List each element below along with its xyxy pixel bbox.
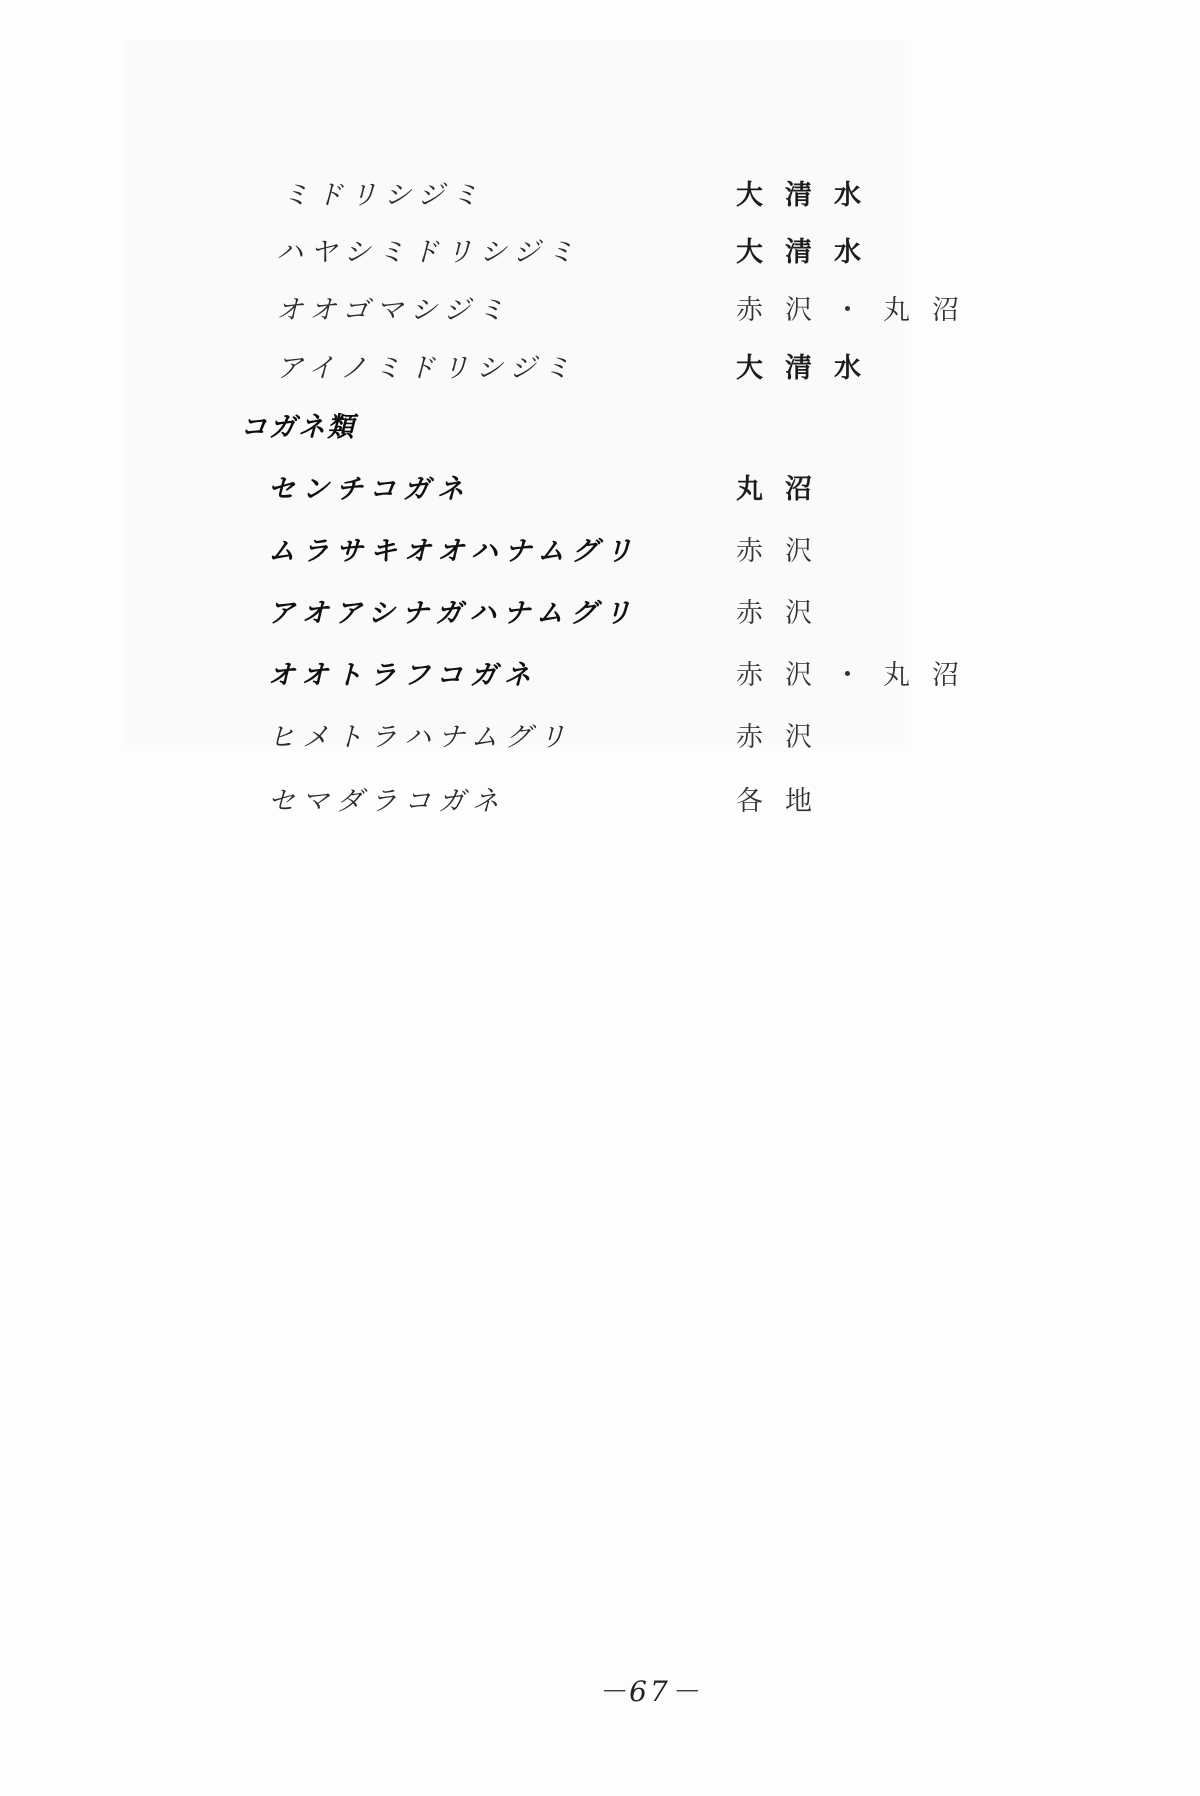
species-name: アイノミドリシジミ [276, 353, 578, 384]
species-name: ハヤシミドリシジミ [276, 237, 582, 268]
location: 赤沢・丸沼 [736, 295, 981, 326]
species-name: ミドリシジミ [282, 180, 486, 211]
location: 丸沼 [736, 474, 834, 505]
list-item [0, 594, 1200, 634]
list-item [0, 470, 1200, 510]
page-number: －67－ [598, 1675, 702, 1708]
species-name: センチコガネ [268, 474, 471, 505]
location: 赤沢・丸沼 [736, 660, 981, 691]
location: 大清水 [736, 180, 883, 211]
species-name: アオアシナガハナムグリ [268, 598, 638, 629]
location: 大清水 [736, 237, 883, 268]
list-item [0, 233, 1200, 273]
species-name: オオゴマシジミ [276, 295, 512, 326]
species-name: オオトラフコガネ [268, 660, 538, 691]
list-item [0, 656, 1200, 696]
species-name: セマダラコガネ [268, 786, 506, 817]
scan-background [125, 40, 905, 745]
list-item [0, 291, 1200, 331]
species-name: ムラサキオオハナムグリ [268, 536, 640, 567]
location: 赤沢 [736, 536, 834, 567]
list-item [0, 782, 1200, 822]
location: 赤沢 [736, 598, 834, 629]
list-item [0, 349, 1200, 389]
list-item [0, 532, 1200, 572]
species-name: ヒメトラハナムグリ [268, 722, 573, 753]
location: 大清水 [736, 353, 883, 384]
list-item [0, 176, 1200, 216]
location: 各地 [736, 786, 834, 817]
location: 赤沢 [736, 722, 834, 753]
section-heading: コガネ類 [240, 412, 356, 443]
list-item [0, 718, 1200, 758]
